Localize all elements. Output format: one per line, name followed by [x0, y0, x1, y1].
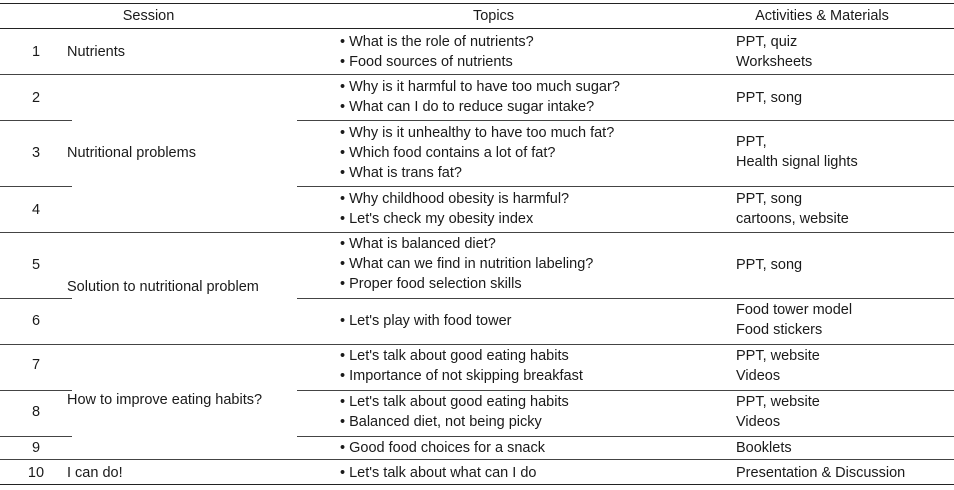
- activity-item: PPT, song: [736, 257, 803, 273]
- activity-item: Worksheets: [736, 54, 813, 70]
- row-rule: [0, 186, 72, 187]
- session-name-nutritional-problems: Nutritional problems: [67, 145, 196, 161]
- activity-item: Booklets: [736, 440, 792, 456]
- topic-item: • Why is it unhealthy to have too much fat?: [340, 125, 615, 141]
- topic-item: • Why childhood obesity is harmful?: [340, 191, 570, 207]
- row-rule: [297, 186, 954, 187]
- row-rule: [297, 390, 954, 391]
- row-rule: [0, 390, 72, 391]
- topics-cell: [340, 189, 569, 229]
- header-session: Session: [122, 8, 175, 24]
- topic-item: • What can I do to reduce sugar intake?: [340, 99, 595, 115]
- session-name-solution: Solution to nutritional problem: [67, 279, 259, 295]
- topic-item: • Which food contains a lot of fat?: [340, 145, 556, 161]
- activity-item: Videos: [736, 368, 781, 384]
- activities-cell: [736, 300, 852, 340]
- activity-item: PPT, quiz: [736, 34, 798, 50]
- activity-item: PPT, song: [736, 90, 803, 106]
- activity-item: cartoons, website: [736, 211, 849, 227]
- row-rule: [0, 298, 72, 299]
- activities-cell: [736, 189, 849, 229]
- row-rule: [0, 344, 954, 345]
- topic-item: • What is trans fat?: [340, 165, 462, 181]
- topic-item: • Why is it harmful to have too much sugar?: [340, 79, 620, 95]
- row-rule: [297, 436, 954, 437]
- topic-item: • Let's play with food tower: [340, 313, 512, 329]
- topic-item: • Let's talk about what can I do: [340, 465, 537, 481]
- activity-item: Presentation & Discussion: [736, 465, 906, 481]
- session-number: 4: [31, 202, 41, 218]
- topic-item: • Let's check my obesity index: [340, 211, 534, 227]
- row-rule: [0, 74, 954, 75]
- session-number: 6: [31, 313, 41, 329]
- session-number: 3: [31, 145, 41, 161]
- topics-cell: [340, 123, 614, 183]
- session-number: 5: [31, 257, 41, 273]
- topic-item: • Good food choices for a snack: [340, 440, 545, 456]
- activity-item: Food stickers: [736, 322, 823, 338]
- topic-item: • Food sources of nutrients: [340, 54, 513, 70]
- activity-item: PPT,: [736, 134, 767, 150]
- topics-cell: [340, 346, 583, 386]
- activity-item: Food tower model: [736, 302, 853, 318]
- activities-cell: [736, 392, 820, 432]
- topic-item: • Importance of not skipping breakfast: [340, 368, 583, 384]
- session-number: 9: [31, 440, 41, 456]
- table-bottom-rule: [0, 484, 954, 485]
- row-rule: [0, 120, 72, 121]
- header-activities: Activities & Materials: [755, 8, 889, 24]
- topic-item: • What can we find in nutrition labeling?: [340, 256, 594, 272]
- row-rule: [0, 232, 954, 233]
- activities-cell: [736, 346, 820, 386]
- topic-item: • Proper food selection skills: [340, 276, 522, 292]
- session-number: 8: [31, 404, 41, 420]
- topic-item: • Balanced diet, not being picky: [340, 414, 542, 430]
- session-name-eating-habits: How to improve eating habits?: [67, 392, 263, 408]
- row-rule: [297, 298, 954, 299]
- activities-cell: [736, 32, 812, 72]
- topics-cell: [340, 32, 534, 72]
- topics-cell: [340, 77, 620, 117]
- activities-cell: [736, 132, 858, 172]
- activity-item: Health signal lights: [736, 154, 858, 170]
- row-rule: [0, 436, 72, 437]
- activity-item: PPT, song: [736, 191, 803, 207]
- topic-item: • What is the role of nutrients?: [340, 34, 534, 50]
- topic-item: • What is balanced diet?: [340, 236, 496, 252]
- session-number: 7: [31, 357, 41, 373]
- topics-cell: [340, 392, 569, 432]
- topic-item: • Let's talk about good eating habits: [340, 348, 569, 364]
- row-rule: [0, 459, 954, 460]
- session-number: 2: [31, 90, 41, 106]
- row-rule: [297, 120, 954, 121]
- topic-item: • Let's talk about good eating habits: [340, 394, 569, 410]
- session-name-i-can-do: I can do!: [67, 465, 123, 481]
- activity-item: PPT, website: [736, 348, 820, 364]
- session-number: 1: [31, 44, 41, 60]
- session-number: 10: [27, 465, 45, 481]
- header-rule: [0, 28, 954, 29]
- topics-cell: [340, 234, 593, 294]
- table-top-rule: [0, 3, 954, 4]
- session-name-nutrients: Nutrients: [67, 44, 126, 60]
- activity-item: Videos: [736, 414, 781, 430]
- header-topics: Topics: [472, 8, 515, 24]
- activity-item: PPT, website: [736, 394, 820, 410]
